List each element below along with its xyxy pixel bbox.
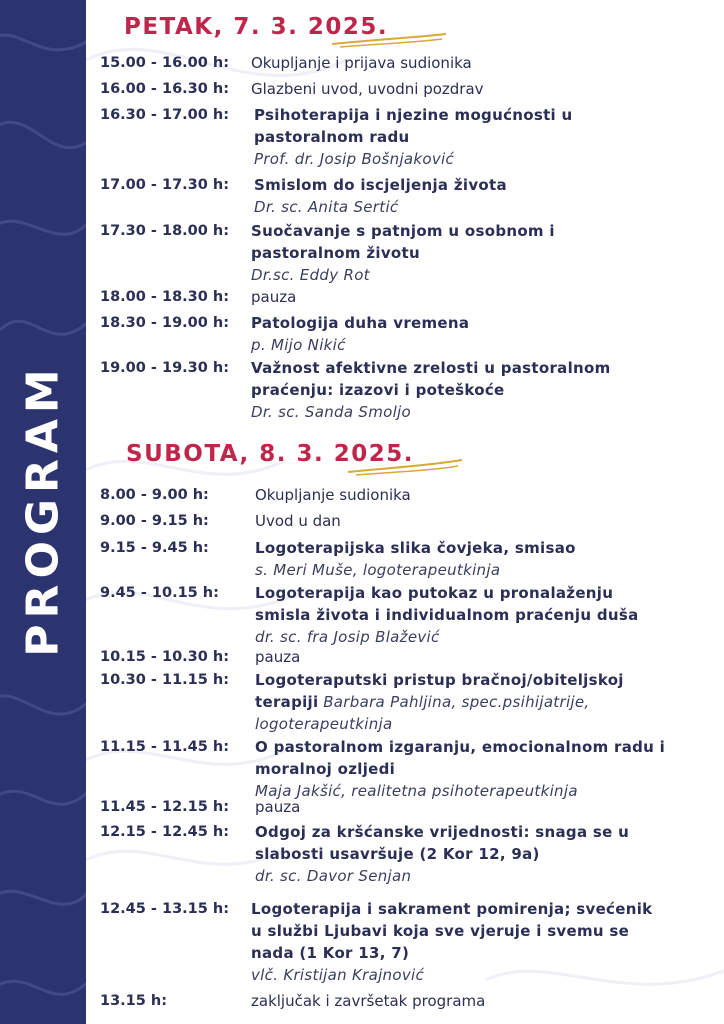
schedule-title-cont: terapiji <box>255 693 319 711</box>
schedule-title-cont: pastoralnom radu <box>254 128 410 146</box>
schedule-speaker: s. Meri Muše, logoterapeutkinja <box>255 561 501 579</box>
schedule-row <box>100 669 720 733</box>
schedule-speaker: Maja Jakšić, realitetna psihoterapeutkinja <box>255 782 578 800</box>
schedule-time: 11.45 - 12.15 h: <box>100 799 230 815</box>
schedule-title-cont: pastoralnom životu <box>251 244 420 262</box>
schedule-title: Odgoj za kršćanske vrijednosti: snaga se u <box>255 823 630 841</box>
schedule-title-cont: u službi Ljubavi koja sve vjeruje i svemu se <box>251 922 630 940</box>
schedule-title-cont: nada (1 Kor 13, 7) <box>251 944 410 962</box>
schedule-time: 8.00 - 9.00 h: <box>100 487 209 503</box>
program-vertical-title: PROGRAM <box>17 363 69 657</box>
schedule-time: 10.15 - 10.30 h: <box>100 649 230 665</box>
day1-heading: PETAK, 7. 3. 2025. <box>124 14 389 40</box>
schedule-row <box>100 104 720 168</box>
schedule-speaker: dr. sc. Davor Senjan <box>255 867 412 885</box>
schedule-title: zaključak i završetak programa <box>251 992 486 1010</box>
schedule-row <box>100 220 720 284</box>
schedule-time: 15.00 - 16.00 h: <box>100 55 230 71</box>
schedule-time: 9.00 - 9.15 h: <box>100 513 209 529</box>
schedule-speaker: vlč. Kristijan Krajnović <box>251 966 425 984</box>
schedule-speaker-cont: logoterapeutkinja <box>255 715 393 733</box>
schedule-title: pauza <box>255 798 301 816</box>
schedule-row <box>100 484 720 506</box>
schedule-time: 16.30 - 17.00 h: <box>100 107 230 123</box>
schedule-speaker: Dr. sc. Sanda Smoljo <box>251 403 411 421</box>
schedule-title: Okupljanje i prijava sudionika <box>251 54 472 72</box>
schedule-time: 16.00 - 16.30 h: <box>100 81 230 97</box>
day1-heading-underline <box>330 30 450 50</box>
schedule-row <box>100 357 720 421</box>
schedule-row <box>100 312 720 354</box>
schedule-time: 11.15 - 11.45 h: <box>100 739 230 755</box>
schedule-title: Važnost afektivne zrelosti u pastoralnom <box>251 359 611 377</box>
schedule-title: Suočavanje s patnjom u osobnom i <box>251 222 555 240</box>
schedule-title: Patologija duha vremena <box>251 314 470 332</box>
schedule-title-cont: moralnoj ozljedi <box>255 760 396 778</box>
schedule-title: pauza <box>251 288 297 306</box>
schedule-time: 19.00 - 19.30 h: <box>100 360 230 376</box>
schedule-title: pauza <box>255 648 301 666</box>
schedule-time: 9.15 - 9.45 h: <box>100 540 209 556</box>
schedule-time: 17.00 - 17.30 h: <box>100 177 230 193</box>
schedule-time: 10.30 - 11.15 h: <box>100 672 230 688</box>
schedule-time: 12.15 - 12.45 h: <box>100 824 230 840</box>
schedule-row <box>100 78 720 100</box>
schedule-row <box>100 52 720 74</box>
schedule-speaker: p. Mijo Nikić <box>251 336 346 354</box>
schedule-title: Uvod u dan <box>255 512 341 530</box>
schedule-title: Logoterapija i sakrament pomirenja; svećenik <box>251 900 653 918</box>
sidebar <box>0 0 86 1024</box>
schedule-title: Logoterapija kao putokaz u pronalaženju <box>255 584 614 602</box>
schedule-speaker: Dr.sc. Eddy Rot <box>251 266 370 284</box>
schedule-row <box>100 796 720 818</box>
schedule-row <box>100 174 720 216</box>
schedule-title: Glazbeni uvod, uvodni pozdrav <box>251 80 484 98</box>
schedule-title: Smislom do iscjeljenja života <box>254 176 507 194</box>
schedule-row <box>100 821 720 885</box>
schedule-row <box>100 736 720 800</box>
day2-heading: SUBOTA, 8. 3. 2025. <box>126 441 414 467</box>
schedule-time: 12.45 - 13.15 h: <box>100 901 230 917</box>
day2-heading-underline <box>346 456 466 478</box>
schedule-speaker: Prof. dr. Josip Bošnjaković <box>254 150 455 168</box>
schedule-row <box>100 510 720 532</box>
schedule-title: Logoteraputski pristup bračnoj/obiteljskoj <box>255 671 624 689</box>
schedule-title-cont: slabosti usavršuje (2 Kor 12, 9a) <box>255 845 540 863</box>
schedule-title: Okupljanje sudionika <box>255 486 411 504</box>
schedule-row <box>100 646 720 668</box>
schedule-time: 13.15 h: <box>100 993 168 1009</box>
schedule-row <box>100 286 720 308</box>
schedule-title: Psihoterapija i njezine mogućnosti u <box>254 106 573 124</box>
schedule-time: 9.45 - 10.15 h: <box>100 585 219 601</box>
schedule-title: O pastoralnom izgaranju, emocionalnom radu i <box>255 738 666 756</box>
schedule-speaker: Dr. sc. Anita Sertić <box>254 198 399 216</box>
schedule-time: 18.30 - 19.00 h: <box>100 315 230 331</box>
schedule-row <box>100 582 720 646</box>
schedule-time: 18.00 - 18.30 h: <box>100 289 230 305</box>
schedule-speaker: Barbara Pahljina, spec.psihijatrije, <box>323 693 590 711</box>
schedule-title-cont: praćenju: izazovi i poteškoće <box>251 381 505 399</box>
schedule-title: Logoterapijska slika čovjeka, smisao <box>255 539 576 557</box>
schedule-row <box>100 898 720 984</box>
schedule-title-cont: smisla života i individualnom praćenju duša <box>255 606 639 624</box>
schedule-row <box>100 990 720 1012</box>
schedule-speaker: dr. sc. fra Josip Blažević <box>255 628 440 646</box>
schedule-row <box>100 537 720 579</box>
schedule-time: 17.30 - 18.00 h: <box>100 223 230 239</box>
